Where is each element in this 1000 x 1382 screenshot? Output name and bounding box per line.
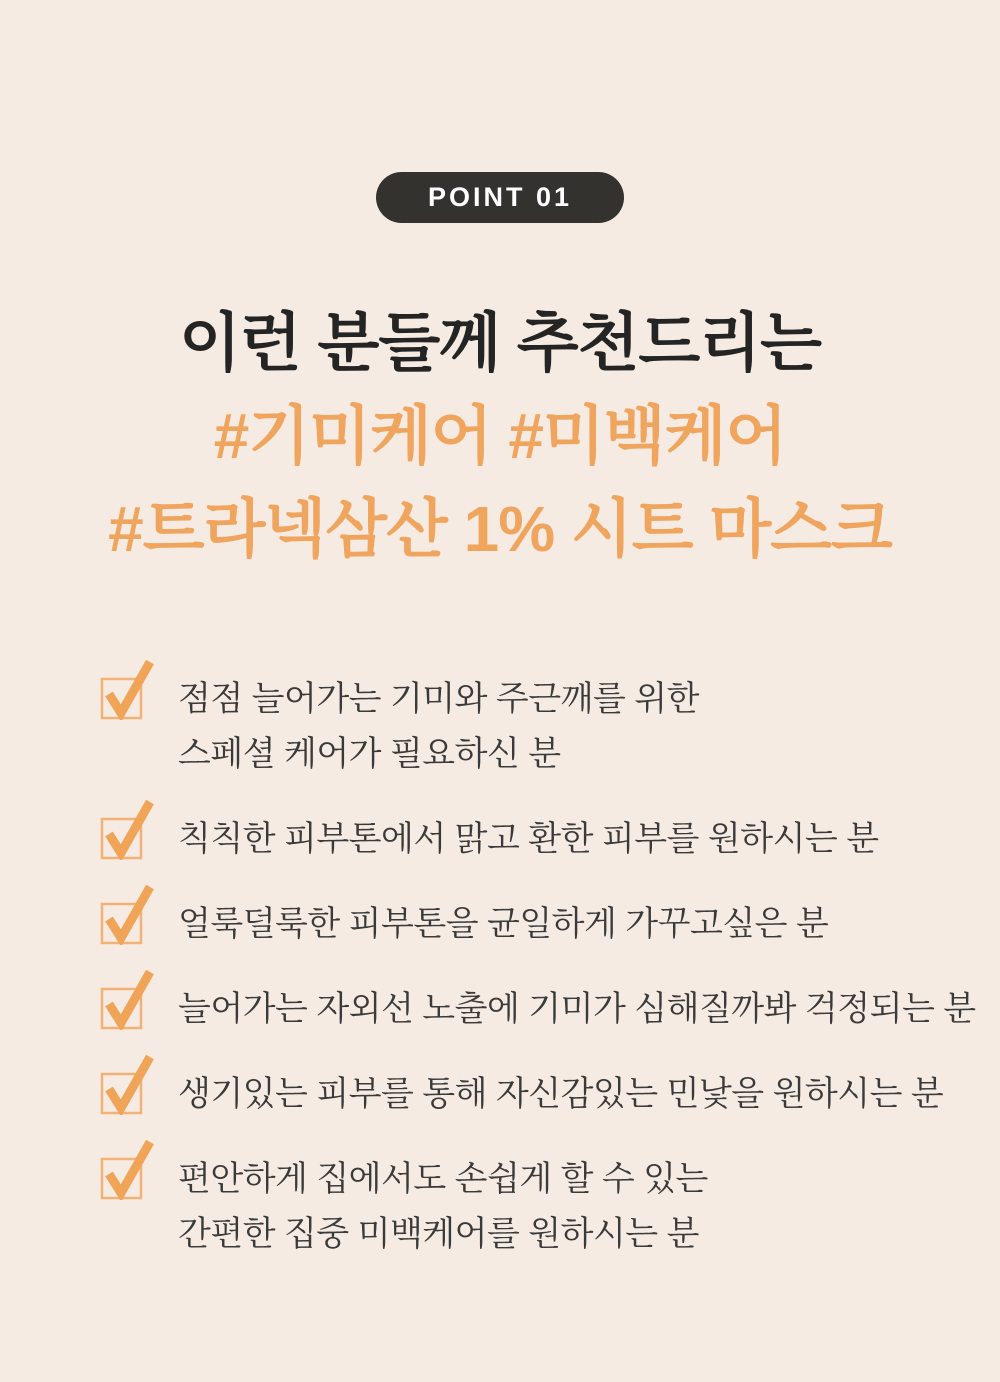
checklist-item-text: 생기있는 피부를 통해 자신감있는 민낯을 원하시는 분 bbox=[178, 1075, 944, 1113]
checklist-item-text: 늘어가는 자외선 노출에 기미가 심해질까봐 걱정되는 분 bbox=[178, 990, 976, 1028]
checkbox-check-icon bbox=[100, 1138, 154, 1200]
checklist bbox=[0, 672, 1000, 1262]
headline-line1: 이런 분들께 추천드리는 bbox=[179, 307, 821, 379]
checklist-item-text: 편안하게 집에서도 손쉽게 할 수 있는 간편한 집중 미백케어를 원하시는 분 bbox=[178, 1160, 708, 1253]
checklist-item-text: 얼룩덜룩한 피부톤을 균일하게 가꾸고싶은 분 bbox=[178, 905, 829, 943]
checklist-item-text: 점점 늘어가는 기미와 주근깨를 위한 스페셜 케어가 필요하신 분 bbox=[178, 680, 699, 773]
checklist-item bbox=[100, 982, 1000, 1037]
headline-block bbox=[0, 297, 1000, 576]
checkbox-check-icon bbox=[100, 883, 154, 945]
checklist-item bbox=[100, 1067, 1000, 1122]
checklist-item-text: 칙칙한 피부톤에서 맑고 환한 피부를 원하시는 분 bbox=[178, 820, 879, 858]
checkbox-check-icon bbox=[100, 968, 154, 1030]
checkbox-check-icon bbox=[100, 658, 154, 720]
headline-hashtags-line1: #기미케어 #미백케어 bbox=[213, 400, 787, 472]
checklist-item bbox=[100, 672, 1000, 782]
checkbox-check-icon bbox=[100, 1053, 154, 1115]
checkbox-check-icon bbox=[100, 798, 154, 860]
point-badge: POINT 01 bbox=[376, 172, 624, 223]
checklist-item bbox=[100, 812, 1000, 867]
headline-hashtags-line2: #트라넥삼산 1% 시트 마스크 bbox=[108, 493, 892, 565]
checklist-item bbox=[100, 897, 1000, 952]
checklist-item bbox=[100, 1152, 1000, 1262]
